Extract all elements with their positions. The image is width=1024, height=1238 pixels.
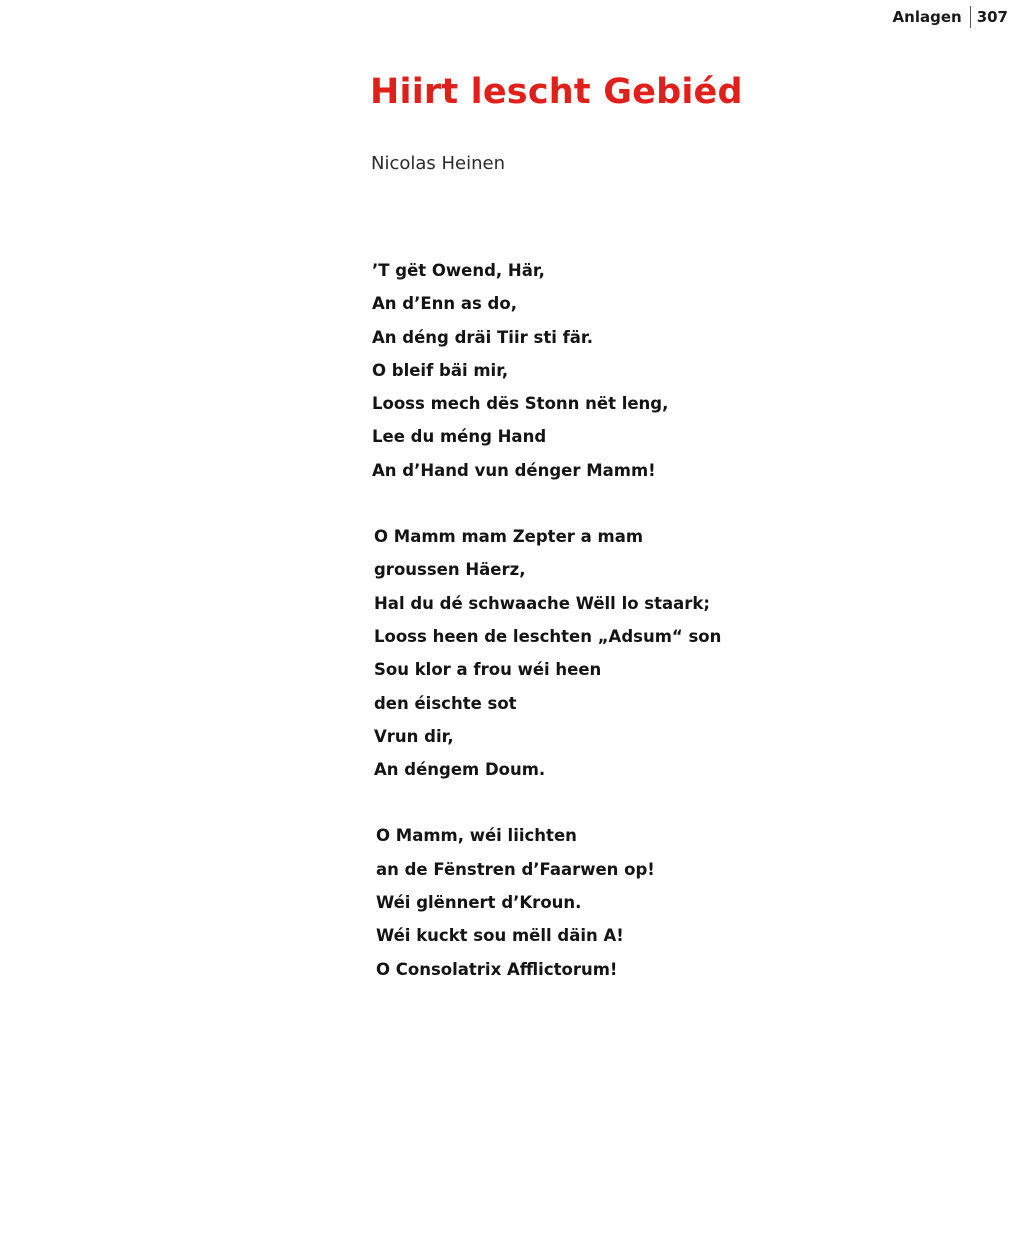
poem-line: O bleif bäi mir, (372, 360, 509, 380)
poem-line: O Mamm mam Zepter a mam (374, 527, 644, 547)
poem-line: O Consolatrix Afflictorum! (376, 959, 618, 979)
poem-line: ’T gët Owend, Här, (372, 261, 545, 280)
poem-author: Nicolas Heinen (371, 153, 506, 174)
stanza-3 (372, 819, 792, 985)
poem-line: Vrun dir, (374, 726, 454, 746)
header-divider (970, 6, 971, 28)
section-title: Anlagen (892, 8, 962, 26)
running-head (893, 6, 1008, 28)
stanza-1 (372, 254, 792, 487)
poem-body (372, 254, 792, 1019)
poem-line: den éischte sot (374, 693, 517, 713)
poem-line: Sou klor a frou wéi heen (374, 660, 602, 680)
poem-line: an de Fënstren d’Faarwen op! (376, 859, 655, 879)
poem-line: Lee du méng Hand (372, 427, 547, 447)
poem-line: Looss mech dës Stonn nët leng, (372, 394, 669, 414)
poem-line: Wéi kuckt sou mëll däin A! (376, 926, 624, 946)
poem-line: An d’Hand vun dénger Mamm! (372, 460, 656, 480)
poem-line: Looss heen de leschten „Adsum“ son (374, 626, 722, 646)
poem-line: An d’Enn as do, (372, 294, 517, 314)
poem-line: Hal du dé schwaache Wëll lo staark; (374, 593, 710, 613)
poem-line: An déngem Doum. (374, 760, 546, 780)
poem-line: Wéi glënnert d’Kroun. (376, 893, 582, 913)
poem-line: An déng dräi Tiir sti fär. (372, 327, 593, 347)
page-number: 307 (976, 8, 1008, 26)
stanza-2 (372, 520, 792, 786)
poem-line: groussen Häerz, (374, 560, 526, 580)
poem-line: O Mamm, wéi liichten (376, 826, 577, 846)
poem-title: Hiirt lescht Gebiéd (370, 72, 743, 112)
